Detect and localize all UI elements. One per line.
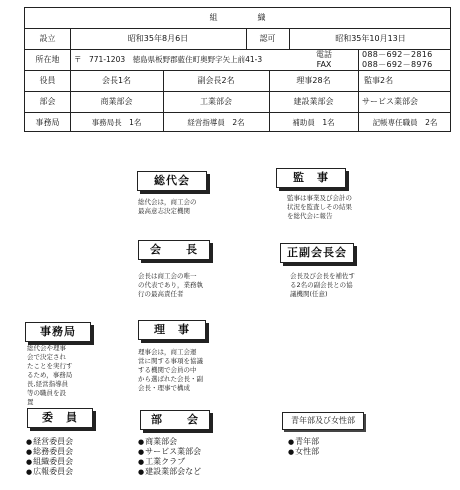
description-line: から選ばれた会長・副 [138,375,203,383]
description-line: 総代会は，商工会の [138,198,197,206]
secretariat-bookkeeper: 記帳専任職員 2名 [372,118,438,127]
description-line: たことを実行す [27,362,73,370]
tel-number: 088－692－2816 [362,50,433,59]
general-assembly-description [138,198,197,216]
description-line: する機関で会員の中 [138,366,197,374]
table-divider [25,28,450,29]
description-line: 会長・理事で構成 [138,384,190,392]
table-title: 組 織 [209,13,266,22]
list-item: ● 青年部 [288,437,319,447]
division-commerce: 商業部会 [100,97,133,106]
auditor-heading: 監 事 [276,168,346,188]
description-line: 監事は事業及び会計の [287,194,352,202]
description-line: 総代会や理事 [27,344,66,352]
row-label-officers: 役員 [39,76,56,85]
description-line: 行の最高責任者 [138,290,184,298]
founded-date: 昭和35年8月6日 [127,34,189,43]
description-line: 会長は商工会の唯一 [138,272,197,280]
list-item: ● 建設業部会など [138,467,201,477]
table-divider [25,70,450,71]
list-item: ● 女性部 [288,447,319,457]
description-line: るため，事務局 [27,371,73,379]
organization-table [24,7,451,132]
secretariat-assistant: 補助員 1名 [292,118,335,127]
division-construction: 建設業部会 [293,97,334,106]
description-line: 置 [27,398,34,406]
vice-chair-council-description [290,272,355,299]
list-item: ● サービス業部会 [138,447,201,457]
address: 〒 771-1203 徳島県板野郡藍住町奥野字矢上前41-3 [74,55,263,64]
committees-heading: 委 員 [27,408,93,428]
description-line: 会で決定され [27,353,66,361]
chairman-heading: 会 長 [138,240,210,260]
officers-directors: 理事28名 [296,76,331,85]
description-line: を総代会に報告 [287,212,333,220]
description-line: 営に関する事項を協議 [138,357,203,365]
description-line: 議機関(任意) [290,290,328,298]
list-item: ● 商業部会 [138,437,201,447]
chairman-description [138,272,203,299]
approval-date: 昭和35年10月13日 [335,34,406,43]
row-label-founded: 設立 [39,34,56,43]
divisions-heading: 部 会 [140,410,210,430]
divisions-list [138,437,201,477]
vice-chair-council-heading: 正副会長会 [280,243,354,263]
tel-label: 電話 [316,50,332,59]
directors-heading: 理 事 [138,320,206,340]
officers-chair: 会長1名 [101,76,132,85]
directors-description [138,348,203,393]
row-label-approval: 認可 [259,34,276,43]
division-service: サービス業部会 [362,97,418,106]
list-item: ● 広報委員会 [26,467,73,477]
officers-vice-chair: 副会長2名 [197,76,235,85]
table-divider [25,91,450,92]
row-label-secretariat: 事務局 [35,118,60,127]
officers-auditors: 監事2名 [364,76,394,85]
secretariat-description [27,344,73,407]
table-divider [25,112,450,113]
row-label-divisions: 部会 [39,97,56,106]
auditor-description [287,194,352,221]
description-line: 理事会は，商工会運 [138,348,197,356]
description-line: 等の職員を設 [27,389,66,397]
list-item: ● 総務委員会 [26,447,73,457]
committees-list [26,437,73,477]
description-line: る2名の副会長との協 [290,281,353,289]
description-line: 会長及び会長を補佐す [290,272,355,280]
list-item: ● 経営委員会 [26,437,73,447]
list-item: ● 組織委員会 [26,457,73,467]
description-line: 状況を監査しその結果 [287,203,352,211]
description-line: 長,経営指導員 [27,380,69,388]
general-assembly-heading: 総代会 [137,171,207,191]
secretariat-heading: 事務局 [25,322,91,342]
description-line: 最高意志決定機関 [138,207,190,215]
fax-label: FAX [316,60,332,69]
secretariat-advisors: 経営指導員 2名 [187,118,245,127]
list-item: ● 工業クラブ [138,457,201,467]
row-label-address: 所在地 [35,55,60,64]
division-industry: 工業部会 [200,97,232,106]
description-line: の代表であり，業務執 [138,281,203,289]
youth-women-heading: 青年部及び女性部 [282,412,364,430]
fax-number: 088－692－8976 [362,60,433,69]
youth-women-list [288,437,319,457]
secretariat-director: 事務局長 1名 [91,118,142,127]
